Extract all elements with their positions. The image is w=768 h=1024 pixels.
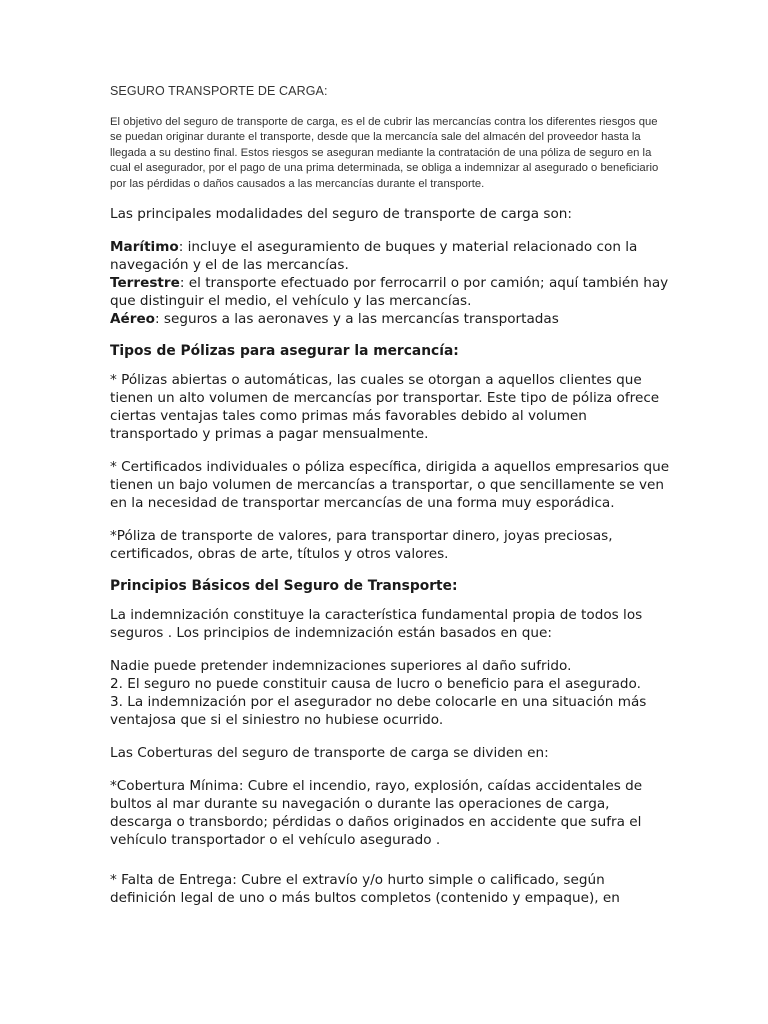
modality-text: : seguros a las aeronaves y a las mercancías transportadas xyxy=(155,311,559,328)
principles-title: Principios Básicos del Seguro de Transporte: xyxy=(110,578,458,595)
principles-list xyxy=(110,657,670,729)
modality-term: Terrestre xyxy=(110,275,180,292)
modality-term: Aéreo xyxy=(110,311,156,328)
modality-text: : el transporte efectuado por ferrocarril o por camión; aquí también hay que distinguir el medio, el vehículo y las mercancías. xyxy=(110,275,669,310)
modalities-intro: Las principales modalidades del seguro de transporte de carga son: xyxy=(110,206,572,223)
coverage-paragraph: *Cobertura Mínima: Cubre el incendio, rayo, explosión, caídas accidentales de bultos al mar durante su navegación o durante las operaciones de carga, descarga o transbordo; pérdidas o daños originados en accidente que sufra el vehículo transportador o el vehículo asegurado . xyxy=(110,778,643,849)
modality-item xyxy=(110,238,670,274)
principles-intro: La indemnización constituye la característica fundamental propia de todos los seguros . Los principios de indemnización están basados en que: xyxy=(110,607,643,642)
modalities-list xyxy=(110,238,670,328)
policy-type-paragraph: * Certificados individuales o póliza específica, dirigida a aquellos empresarios que tienen un bajo volumen de mercancías a transportar, o que sencillamente se ven en la necesidad de transportar mercancías de una forma muy esporádica. xyxy=(110,459,670,512)
modality-item xyxy=(110,274,670,310)
principle-item: Nadie puede pretender indemnizaciones superiores al daño sufrido. xyxy=(110,658,572,675)
modality-term: Marítimo xyxy=(110,239,179,256)
intro-paragraph: El objetivo del seguro de transporte de carga, es el de cubrir las mercancías contra los diferentes riesgos que se puedan originar durante el transporte, desde que la mercancía sale del almacén del proveedor hasta la llegada a su destino final. Estos riesgos se aseguran mediante la contratación de una póliza de seguro en la cual el asegurador, por el pago de una prima determinada, se obliga a indemnizar al asegurado o beneficiario por las pérdidas o daños causados a las mercancías durante el transporte. xyxy=(110,116,659,190)
policy-type-paragraph: * Pólizas abiertas o automáticas, las cuales se otorgan a aquellos clientes que tienen un alto volumen de mercancías por transportar. Este tipo de póliza ofrece ciertas ventajas tales como primas más favorables debido al volumen transportado y primas a pagar mensualmente. xyxy=(110,372,660,443)
document-page xyxy=(110,84,670,922)
document-heading: SEGURO TRANSPORTE DE CARGA: xyxy=(110,84,328,98)
coverage-paragraph: * Falta de Entrega: Cubre el extravío y/o hurto simple o calificado, según definición legal de uno o más bultos completos (contenido y empaque), en xyxy=(110,872,620,907)
principle-item: 3. La indemnización por el asegurador no debe colocarle en una situación más ventajosa que si el siniestro no hubiese ocurrido. xyxy=(110,694,647,729)
coverages-intro: Las Coberturas del seguro de transporte de carga se dividen en: xyxy=(110,745,549,762)
principle-item: 2. El seguro no puede constituir causa de lucro o beneficio para el asegurado. xyxy=(110,676,641,693)
modality-text: : incluye el aseguramiento de buques y material relacionado con la navegación y el de las mercancías. xyxy=(110,239,638,274)
policy-type-paragraph: *Póliza de transporte de valores, para transportar dinero, joyas preciosas, certificados, obras de arte, títulos y otros valores. xyxy=(110,528,613,563)
modality-item xyxy=(110,310,670,328)
policy-types-title: Tipos de Pólizas para asegurar la mercancía: xyxy=(110,343,459,360)
